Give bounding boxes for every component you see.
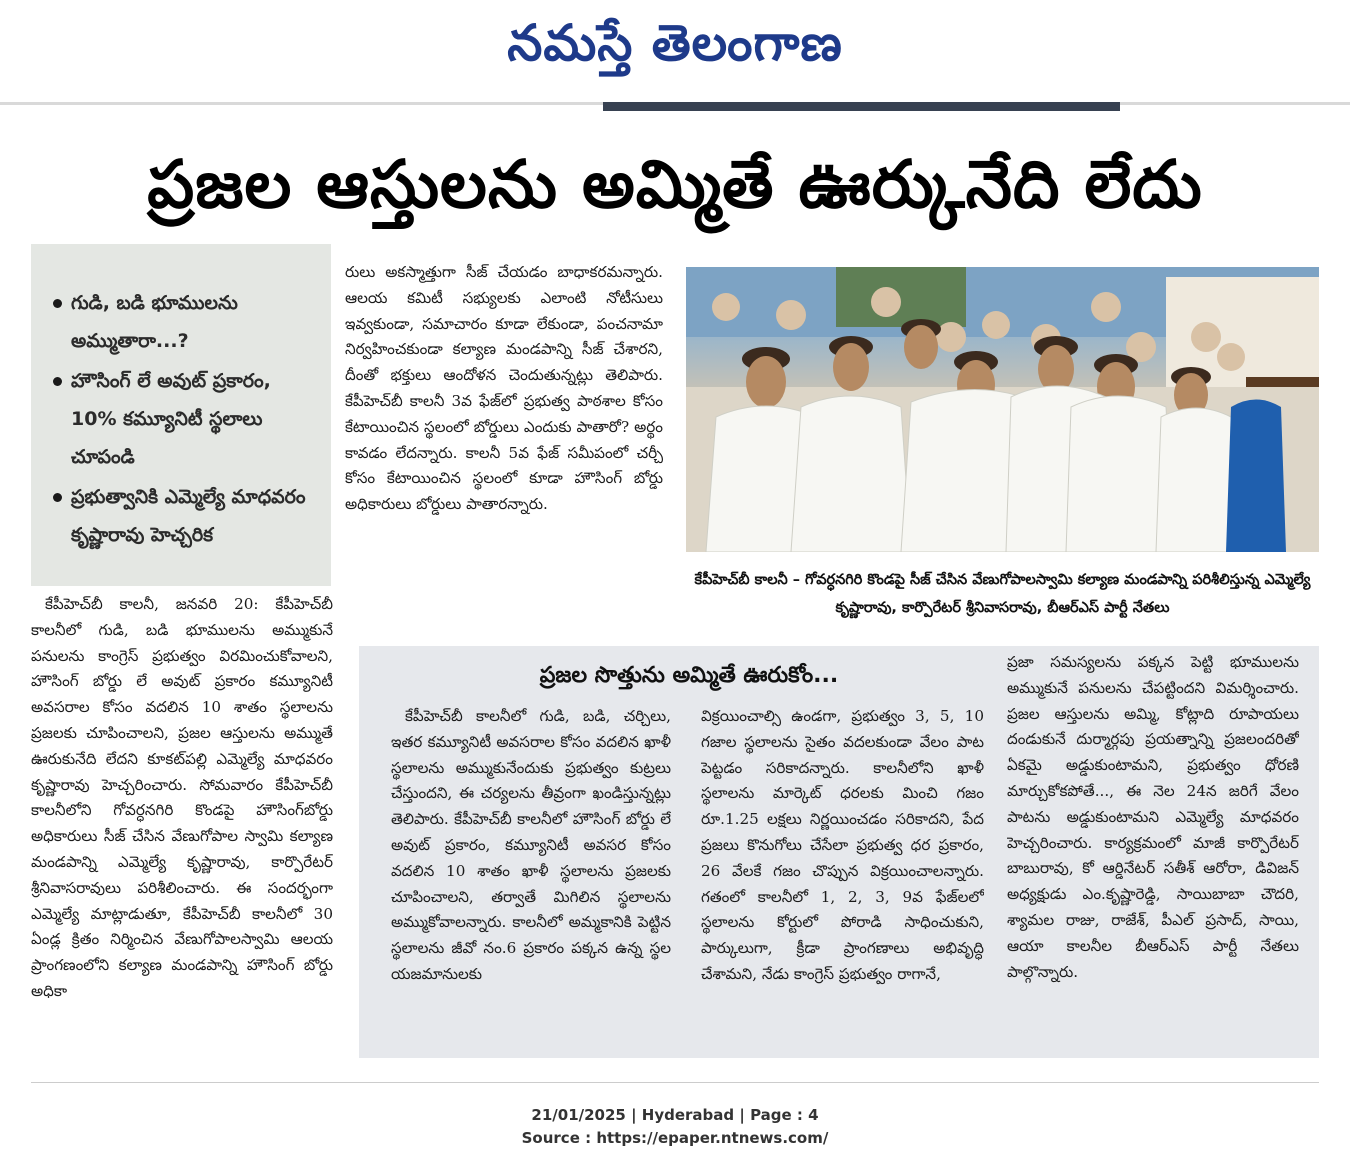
sidebar-story-box (359, 646, 1319, 1058)
footer-rule (31, 1082, 1319, 1083)
highlight-item (53, 284, 319, 360)
photo-illustration (686, 267, 1319, 552)
bullet-icon (53, 377, 62, 386)
bullet-icon (53, 493, 62, 502)
footer-date-location: 21/01/2025 | Hyderabad | Page : 4 (531, 1106, 819, 1124)
article-paragraph: కేపీహెచ్‌బీ కాలనీలో గుడి, బడి, చర్చిలు, ఇతర కమ్యూనిటీ అవసరాల కోసం వదలిన ఖాళీ స్థలాలను అమ్ముకునేందుకు ప్రభుత్వం కుట్రలు చేస్తుందని, ఈ చర్యలను తీవ్రంగా ఖండిస్తున్నట్లు తెలిపారు. కేపీహెచ్‌బీ కాలనీలో హౌసింగ్ బోర్డు లే అవుట్ ప్రకారం, కమ్యూనిటీ అవసర కోసం వదలిన 10 శాతం ఖాళీ స్థలాలను ప్రజలకు చూపించాలని, తర్వాతే మిగిలిన స్థలాలను అమ్ముకోవాలన్నారు. కాలనీలో అమ్మకానికి పెట్టిన స్థలాలను జీవో నం.6 ప్రకారం పక్కన ఉన్న స్థల యజమానులకు (391, 707, 671, 983)
article-headline: ప్రజల ఆస్తులను అమ్మితే ఊర్కునేది లేదు (147, 146, 1203, 223)
highlight-item (53, 478, 319, 554)
sidebar-column-3 (1007, 650, 1299, 1044)
sidebar-column-1 (391, 704, 671, 1044)
article-paragraph: రులు అకస్మాత్తుగా సీజ్ చేయడం బాధాకరమన్నారు. ఆలయ కమిటీ సభ్యులకు ఎలాంటి నోటీసులు ఇవ్వకుండా, సమాచారం కూడా లేకుండా, పంచనామా నిర్వహించకుండా కల్యాణ మండపాన్ని సీజ్ చేశారని, దీంతో భక్తులు ఆందోళన చెందుతున్నట్లు తెలిపారు. కేపీహెచ్‌బీ కాలనీ 3వ ఫేజ్‌లో ప్రభుత్వ పాఠశాల కోసం కేటాయించిన స్థలంలో బోర్డులు ఎందుకు పాతారో? అర్థం కావడం లేదన్నారు. కాలనీ 5వ ఫేజ్ సమీపంలో చర్చీ కోసం కేటాయించిన స్థలంలో కూడా హౌసింగ్ బోర్డు అధికారులు బోర్డులు పాతారన్నారు. (345, 263, 663, 514)
article-paragraph: కేపీహెచ్‌బీ కాలనీ, జనవరి 20: కేపీహెచ్‌బీ కాలనీలో గుడి, బడి భూములను అమ్ముకునే పనులను కాంగ్రెస్ ప్రభుత్వం విరమించుకోవాలని, హౌసింగ్ బోర్డు లే అవుట్ ప్రకారం కమ్యూనిటీ అవసరాల కోసం వదలిన 10 శాతం స్థలాలను ప్రజలకు చూపించాలని, ప్రజల ఆస్తులను అమ్ముతే ఊరుకునేది లేదని కూకట్‌పల్లి ఎమ్మెల్యే మాధవరం కృష్ణారావు హెచ్చరించారు. సోమవారం కేపీహెచ్‌బీ కాలనీలోని గోవర్ధనగిరి కొండపై హౌసింగ్‌బోర్డు అధికారులు సీజ్ చేసిన వేణుగోపాల స్వామి కల్యాణ మండపాన్ని ఎమ్మెల్యే కృష్ణారావు, కార్పొరేటర్ శ్రీనివాసరావులు పరిశీలించారు. ఈ సందర్భంగా ఎమ్మెల్యే మాట్లాడుతూ, కేపీహెచ్‌బీ కాలనీలో 30 ఏండ్ల క్రితం నిర్మించిన వేణుగోపాలస్వామి ఆలయ ప్రాంగణంలోని కల్యాణ మండపాన్ని హౌసింగ్ బోర్డు అధికా (31, 595, 333, 1000)
article-column-middle (345, 260, 663, 620)
article-paragraph: విక్రయించాల్సి ఉండగా, ప్రభుత్వం 3, 5, 10 గజాల స్థలాలను సైతం వదలకుండా వేలం పాట పెట్టడం సరికాదన్నారు. కాలనీలోని ఖాళీ స్థలాలను మార్కెట్ ధరలకు మించి గజం రూ.1.25 లక్షలు నిర్ణయించడం సరికాదని, పేద ప్రజలు కొనుగోలు చేసేలా ప్రభుత్వ ధర ప్రకారం, 26 వేలకే గజం చొప్పున విక్రయించాలన్నారు. గతంలో కాలనీలో 1, 2, 3, 9వ ఫేజ్‌లలో స్థలాలను కోర్టులో పోరాడి సాధించుకుని, పార్కులుగా, క్రీడా ప్రాంగణాలు అభివృద్ధి చేశామని, నేడు కాంగ్రెస్ ప్రభుత్వం రాగానే, (701, 707, 984, 983)
highlight-item (53, 362, 319, 476)
masthead (0, 0, 1350, 100)
newspaper-logo: నమస్తే తెలంగాణ (507, 14, 843, 72)
sidebar-story-title: ప్రజల సొత్తును అమ్మితే ఊరుకోం... (539, 663, 839, 688)
bullet-icon (53, 299, 62, 308)
article-column-left (31, 592, 333, 1062)
highlights-box (31, 244, 331, 586)
sidebar-column-2 (701, 704, 984, 1044)
highlight-text: హౌసింగ్ లే అవుట్ ప్రకారం, 10% కమ్యూనిటీ స్థలాలు చూపండి (71, 370, 271, 468)
highlight-text: ప్రభుత్వానికి ఎమ్మెల్యే మాధవరం కృష్ణారావు హెచ్చరిక (71, 486, 306, 546)
footer-source-link[interactable]: Source : https://epaper.ntnews.com/ (521, 1129, 829, 1147)
section-rule (603, 102, 1120, 111)
highlight-text: గుడి, బడి భూములను అమ్ముతారా...? (71, 292, 238, 352)
article-paragraph: ప్రజా సమస్యలను పక్కన పెట్టి భూములను అమ్ముకునే పనులను చేపట్టిందని విమర్శించారు. ప్రజల ఆస్తులను అమ్మి, కోట్లాది రూపాయలు దండుకునే దుర్మార్గపు ప్రయత్నాన్ని ప్రజలందరితో ఏకమై అడ్డుకుంటామని, ప్రభుత్వం ధోరణి మార్చుకోకపోతే..., ఈ నెల 24న జరిగే వేలం పాటను అడ్డుకుంటామని ఎమ్మెల్యే మాధవరం హెచ్చరించారు. కార్యక్రమంలో మాజీ కార్పొరేటర్ బాబురావు, కో ఆర్డినేటర్ సతీశ్ ఆరోరా, డివిజన్ అధ్యక్షుడు ఎం.కృష్ణారెడ్డి, సాయిబాబా చౌదరి, శ్యామల రాజు, రాజేశ్, పీఎల్ ప్రసాద్, సాయి, ఆయా కాలనీల బీఆర్ఎస్ పార్టీ నేతలు పాల్గొన్నారు. (1007, 653, 1299, 981)
page-footer (0, 1104, 1350, 1150)
photo-caption: కేపీహెచ్‌బీ కాలనీ – గోవర్ధనగిరి కొండపై సీజ్ చేసిన వేణుగోపాలస్వామి కల్యాణ మండపాన్ని పరిశీలిస్తున్న ఎమ్మెల్యే కృష్ణారావు, కార్పొరేటర్ శ్రీనివాసరావు, బీఆర్ఎస్ పార్టీ నేతలు (694, 572, 1311, 616)
news-photo (686, 267, 1319, 552)
